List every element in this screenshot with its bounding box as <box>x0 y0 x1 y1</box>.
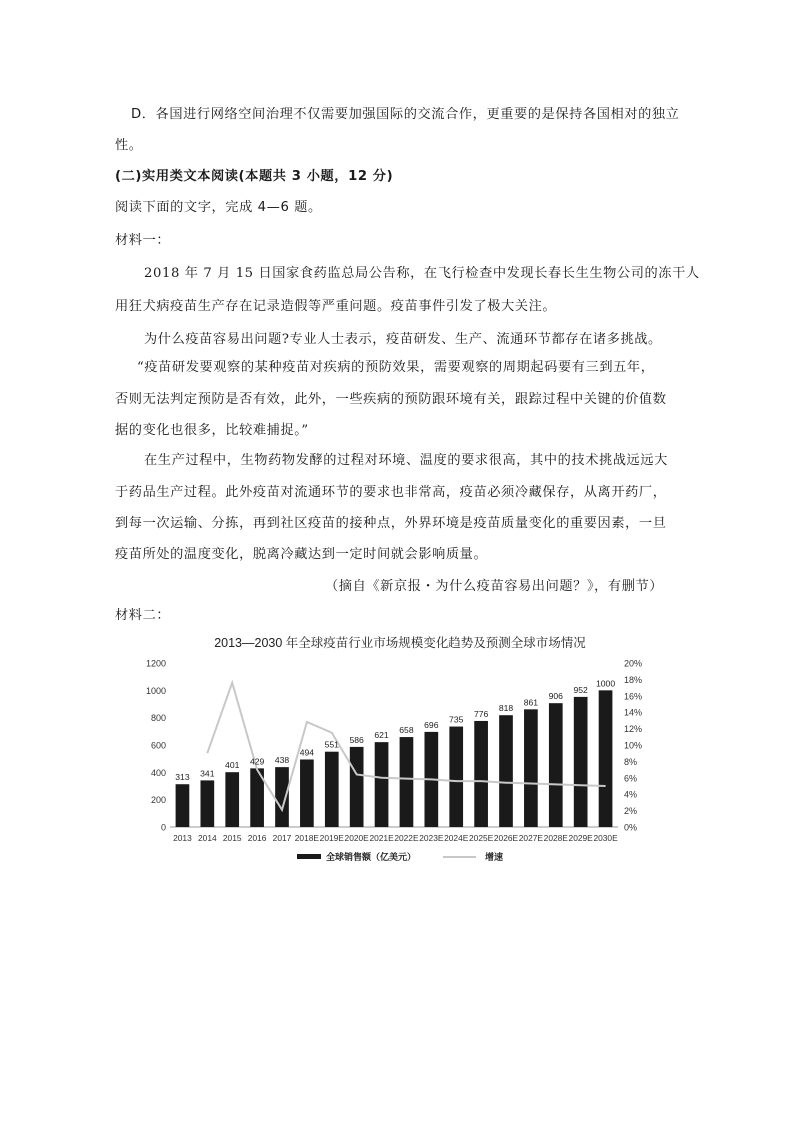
x-axis-tick-label: 2029E <box>568 833 593 843</box>
bar-data-label: 438 <box>274 755 290 766</box>
left-axis-tick-label: 1000 <box>145 685 166 696</box>
bar-data-label: 861 <box>523 697 539 708</box>
bar-data-label: 494 <box>299 747 315 758</box>
x-axis-tick-label: 2025E <box>469 833 494 843</box>
bar <box>524 709 538 827</box>
x-axis-tick-label: 2030E <box>593 833 618 843</box>
bar <box>499 715 513 827</box>
x-axis-tick-label: 2014 <box>198 833 217 843</box>
material-1-source: （摘自《新京报・为什么疫苗容易出问题？》，有删节） <box>325 579 664 594</box>
material-1-p4-line-4: 疫苗所处的温度变化，脱离冷藏达到一定时间就会影响质量。 <box>115 547 488 562</box>
bar <box>449 727 463 827</box>
legend-label-growth: 增速 <box>485 852 504 862</box>
bar <box>325 752 339 827</box>
right-axis-tick-label: 10% <box>624 740 643 751</box>
section-title: (二)实用类文本阅读(本题共 3 小题，12 分) <box>115 169 394 184</box>
right-axis-tick-label: 18% <box>624 674 643 685</box>
x-axis-tick-label: 2019E <box>319 833 344 843</box>
material-1-label: 材料一： <box>115 233 171 248</box>
left-axis-tick-label: 800 <box>150 713 166 724</box>
material-1-p3-line-2: 否则无法判定预防是否有效，此外，一些疾病的预防跟环境有关，跟踪过程中关键的价值数 <box>115 392 667 407</box>
left-axis-tick-label: 0 <box>160 822 166 833</box>
material-1-p4-line-3: 到每一次运输、分拣，再到社区疫苗的接种点，外界环境是疫苗质量变化的重要因素，一旦 <box>115 516 667 531</box>
bar <box>599 690 613 827</box>
x-axis-tick-label: 2027E <box>518 833 543 843</box>
bar-data-label: 658 <box>399 725 414 736</box>
bar <box>275 767 289 827</box>
x-axis-tick-label: 2018E <box>294 833 319 843</box>
bar-data-label: 696 <box>424 719 439 730</box>
bar-data-label: 906 <box>548 691 563 702</box>
bar <box>350 747 364 827</box>
material-1-p2: 为什么疫苗容易出问题?专业人士表示，疫苗研发、生产、流通环节都存在诸多挑战。 <box>144 332 662 347</box>
x-axis-tick-label: 2021E <box>369 833 394 843</box>
bar <box>225 772 239 827</box>
material-2-label: 材料二： <box>115 608 171 623</box>
instruction: 阅读下面的文字，完成 4—6 题。 <box>115 200 322 215</box>
bar <box>574 697 588 827</box>
question-d-line-2: 性。 <box>115 138 143 153</box>
bar-data-label: 1000 <box>595 678 616 689</box>
left-axis-tick-label: 1200 <box>145 658 166 669</box>
x-axis-tick-label: 2026E <box>493 833 519 843</box>
chart-title: 2013—2030 年全球疫苗行业市场规模变化趋势及预测全球市场情况 <box>214 636 586 650</box>
bar-data-label: 429 <box>249 756 265 767</box>
x-axis-tick-label: 2013 <box>173 833 192 843</box>
bar <box>375 742 389 827</box>
bar <box>474 721 488 827</box>
bar <box>300 759 314 827</box>
x-axis-tick-label: 2017 <box>272 833 292 843</box>
right-axis-tick-label: 6% <box>624 773 638 784</box>
bar <box>200 780 214 827</box>
bar-data-label: 621 <box>374 730 389 741</box>
chart-svg <box>140 628 660 868</box>
material-1-p4-line-2: 于药品生产过程。此外疫苗对流通环节的要求也非常高，疫苗必须冷藏保存，从离开药厂， <box>115 485 667 500</box>
x-axis-tick-label: 2016 <box>247 833 267 843</box>
bar-data-label: 551 <box>324 739 339 750</box>
material-1-p1-line-1: 2018 年 7 月 15 日国家食药监总局公告称，在飞行检查中发现长春长生生物公司的冻干人 <box>144 266 700 281</box>
material-1-p1-line-2: 用狂犬病疫苗生产存在记录造假等严重问题。疫苗事件引发了极大关注。 <box>115 299 557 314</box>
bar <box>549 703 563 827</box>
question-d-line-1: D．各国进行网络空间治理不仅需要加强国际的交流合作，更重要的是保持各国相对的独立 <box>131 107 680 122</box>
x-axis-tick-label: 2028E <box>543 833 568 843</box>
right-axis-tick-label: 8% <box>624 756 638 767</box>
bar <box>176 784 190 827</box>
x-axis-tick-label: 2020E <box>344 833 369 843</box>
bar-data-label: 735 <box>449 714 464 725</box>
right-axis-tick-label: 12% <box>624 724 643 735</box>
bar-data-label: 313 <box>175 772 190 783</box>
left-axis-tick-label: 400 <box>150 767 166 778</box>
bar <box>400 737 414 827</box>
x-axis-tick-label: 2015 <box>222 833 242 843</box>
right-axis-tick-label: 20% <box>624 658 643 669</box>
left-axis-tick-label: 200 <box>150 795 166 806</box>
bar-data-label: 952 <box>573 684 588 695</box>
left-axis-tick-label: 600 <box>150 740 166 751</box>
right-axis-tick-label: 0% <box>624 822 638 833</box>
right-axis-tick-label: 14% <box>624 707 643 718</box>
material-1-p3-line-1: “疫苗研发要观察的某种疫苗对疾病的预防效果，需要观察的周期起码要有三到五年， <box>137 360 655 375</box>
x-axis-tick-label: 2023E <box>419 833 444 843</box>
legend-swatch-sales <box>297 854 321 859</box>
right-axis-tick-label: 16% <box>624 691 643 702</box>
bar-data-label: 776 <box>473 708 489 719</box>
legend-label-sales: 全球销售额（亿美元） <box>326 852 417 862</box>
right-axis-tick-label: 4% <box>624 789 638 800</box>
material-1-p4-line-1: 在生产过程中，生物药物发酵的过程对环境、温度的要求很高，其中的技术挑战远远大 <box>144 453 668 468</box>
bar-data-label: 341 <box>200 768 215 779</box>
x-axis-tick-label: 2022E <box>394 833 419 843</box>
right-axis-tick-label: 2% <box>624 806 638 817</box>
material-1-p3-line-3: 据的变化也很多，比较难捕捉。” <box>115 423 309 438</box>
bar-data-label: 586 <box>349 734 364 745</box>
vaccine-market-chart <box>140 628 660 868</box>
bar-data-label: 818 <box>498 703 514 714</box>
bar-data-label: 401 <box>225 760 240 771</box>
x-axis-tick-label: 2024E <box>444 833 469 843</box>
